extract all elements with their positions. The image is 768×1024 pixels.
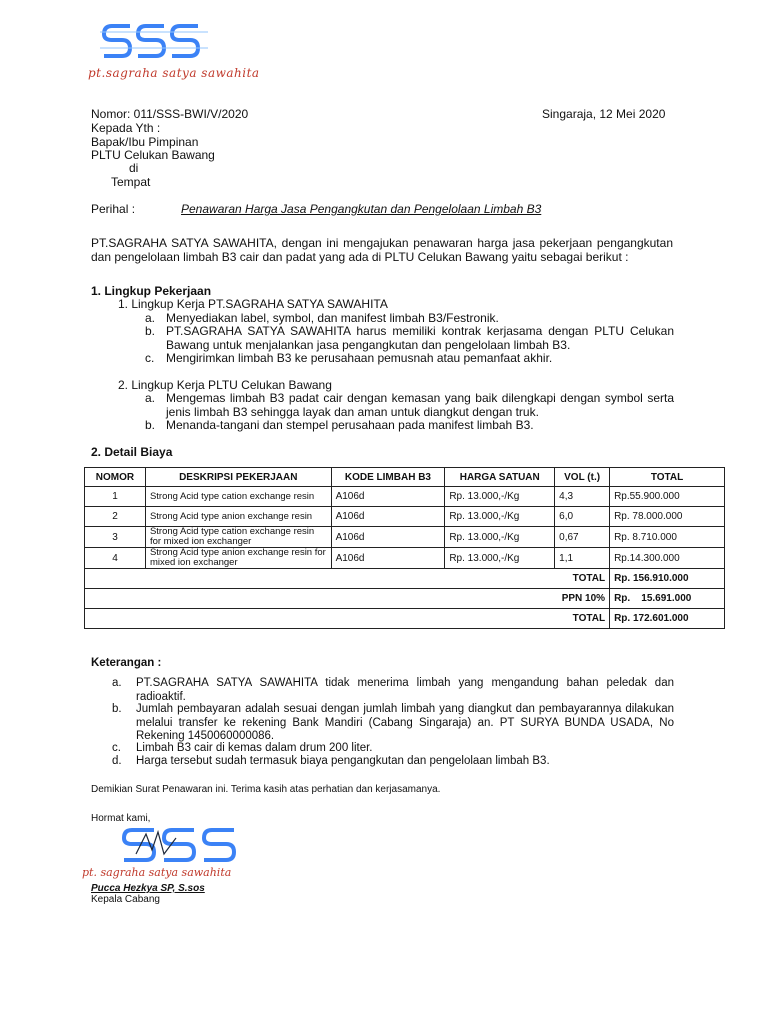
table-header-row (85, 468, 725, 487)
recipient-line-2: PLTU Celukan Bawang (91, 148, 215, 162)
perihal-label: Perihal : (91, 202, 136, 216)
header-kode: KODE LIMBAH B3 (331, 468, 445, 487)
sub1-item-b-marker: b. (145, 324, 156, 338)
sub1-item-c-marker: c. (145, 351, 155, 365)
cost-table (84, 467, 725, 629)
keterangan-title: Keterangan : (91, 657, 162, 669)
sub2-item-a-marker: a. (145, 391, 156, 405)
cell-no: 2 (85, 507, 146, 527)
cell-total: Rp. 78.000.000 (610, 507, 725, 527)
section-1-title: 1. Lingkup Pekerjaan (91, 284, 212, 298)
cell-harga: Rp. 13.000,-/Kg (445, 507, 555, 527)
table-row (85, 507, 725, 527)
keterangan-item-d-text: Harga tersebut sudah termasuk biaya pengangkutan dan pengelolaan limbah B3. (136, 755, 550, 767)
cell-no: 3 (85, 527, 146, 548)
sub1-item-a-text: Menyediakan label, symbol, dan manifest limbah B3/Festronik. (166, 311, 499, 325)
grand-total-value: Rp. 172.601.000 (610, 609, 725, 629)
keterangan-item-a-marker: a. (112, 677, 122, 689)
sub2-item-b-text: Menanda-tangani dan stempel perusahaan pada manifest limbah B3. (166, 418, 534, 432)
ppn-value: Rp. 15.691.000 (610, 589, 725, 609)
stamp-company-script: pt. sagraha satya sawahita (82, 866, 232, 879)
greeting: Hormat kami, (91, 813, 151, 824)
keterangan-item-c-marker: c. (112, 742, 121, 754)
closing-text: Demikian Surat Penawaran ini. Terima kasih atas perhatian dan kerjasamanya. (91, 784, 441, 795)
sub1-item-a-marker: a. (145, 311, 156, 325)
keterangan-item-a-text: PT.SAGRAHA SATYA SAWAHITA tidak menerima limbah yang mengandung bahan peledak dan radioaktif. (136, 677, 674, 703)
perihal-text: Penawaran Harga Jasa Pengangkutan dan Pengelolaan Limbah B3 (181, 202, 542, 216)
header-vol: VOL (t.) (555, 468, 610, 487)
cell-harga: Rp. 13.000,-/Kg (445, 527, 555, 548)
cell-kode: A106d (331, 507, 445, 527)
company-logo (88, 18, 260, 83)
sub1-item-b-text: PT.SAGRAHA SATYA SAWAHITA harus memiliki kontrak kerjasama dengan PLTU Celukan Bawang untuk menjalankan jasa pengangkutan dan pengelolaan limbah B3. (166, 324, 674, 352)
subtotal-value: Rp. 156.910.000 (610, 569, 725, 589)
cell-no: 4 (85, 548, 146, 569)
cell-harga: Rp. 13.000,-/Kg (445, 548, 555, 569)
tempat-label: Tempat (111, 175, 151, 189)
header-nomor: NOMOR (85, 468, 146, 487)
company-stamp (82, 822, 264, 884)
cell-vol: 4,3 (555, 487, 610, 507)
kepada-label: Kepada Yth : (91, 121, 161, 135)
cell-vol: 6,0 (555, 507, 610, 527)
stamp-logo-icon (118, 824, 248, 868)
section-2-title: 2. Detail Biaya (91, 445, 173, 459)
logo-mark-icon (100, 18, 210, 66)
sub2-item-a-text: Mengemas limbah B3 padat cair dengan kemasan yang baik dilengkapi dengan symbol serta jenis limbah B3 sehingga layak dan aman untuk diangkut dengan truk. (166, 391, 674, 419)
cell-no: 1 (85, 487, 146, 507)
cell-kode: A106d (331, 487, 445, 507)
keterangan-item-d-marker: d. (112, 755, 122, 767)
sub1-item-c-text: Mengirimkan limbah B3 ke perusahaan pemusnah atau pemanfaat akhir. (166, 351, 553, 365)
place-date: Singaraja, 12 Mei 2020 (542, 107, 666, 121)
keterangan-item-b-marker: b. (112, 703, 122, 715)
sub-1-title: 1. Lingkup Kerja PT.SAGRAHA SATYA SAWAHITA (118, 297, 388, 311)
ppn-label: PPN 10% (85, 589, 610, 609)
sub2-item-b-marker: b. (145, 418, 156, 432)
cell-desc: Strong Acid type cation exchange resin for mixed ion exchanger (145, 527, 331, 548)
keterangan-item-b-text: Jumlah pembayaran adalah sesuai dengan jumlah limbah yang diangkut dan pembayarannya dilakukan melalui transfer ke rekening Bank Mandiri (Cabang Singaraja) an. PT SURYA BUNDA USADA, No Rekening 1450060000086. (136, 703, 674, 742)
ppn-row (85, 589, 725, 609)
keterangan-item-c-text: Limbah B3 cair di kemas dalam drum 200 liter. (136, 742, 373, 754)
cell-total: Rp.55.900.000 (610, 487, 725, 507)
grand-total-label: TOTAL (85, 609, 610, 629)
header-deskripsi: DESKRIPSI PEKERJAAN (145, 468, 331, 487)
cell-desc: Strong Acid type cation exchange resin (145, 487, 331, 507)
cell-total: Rp.14.300.000 (610, 548, 725, 569)
grand-total-row (85, 609, 725, 629)
intro-paragraph: PT.SAGRAHA SATYA SAWAHITA, dengan ini mengajukan penawaran harga jasa pekerjaan pengangkutan dan pengelolaan limbah B3 cair dan padat yang ada di PLTU Celukan Bawang yaitu sebagai berikut : (91, 236, 673, 264)
subtotal-row (85, 569, 725, 589)
header-total: TOTAL (610, 468, 725, 487)
recipient-line-1: Bapak/Ibu Pimpinan (91, 135, 199, 149)
cell-vol: 0,67 (555, 527, 610, 548)
sub-2-title: 2. Lingkup Kerja PLTU Celukan Bawang (118, 378, 332, 392)
letter-number: Nomor: 011/SSS-BWI/V/2020 (91, 107, 249, 121)
cell-vol: 1,1 (555, 548, 610, 569)
signatory-position: Kepala Cabang (91, 894, 160, 905)
subtotal-label: TOTAL (85, 569, 610, 589)
cell-desc: Strong Acid type anion exchange resin for mixed ion exchanger (145, 548, 331, 569)
cell-harga: Rp. 13.000,-/Kg (445, 487, 555, 507)
header-harga: HARGA SATUAN (445, 468, 555, 487)
table-row (85, 487, 725, 507)
logo-company-script: pt.sagraha satya sawahita (88, 66, 260, 80)
cell-desc: Strong Acid type anion exchange resin (145, 507, 331, 527)
cell-kode: A106d (331, 527, 445, 548)
cell-total: Rp. 8.710.000 (610, 527, 725, 548)
di-label: di (129, 161, 139, 175)
table-row (85, 527, 725, 548)
table-row (85, 548, 725, 569)
signatory-name: Pucca Hezkya SP, S.sos (91, 883, 205, 894)
cell-kode: A106d (331, 548, 445, 569)
